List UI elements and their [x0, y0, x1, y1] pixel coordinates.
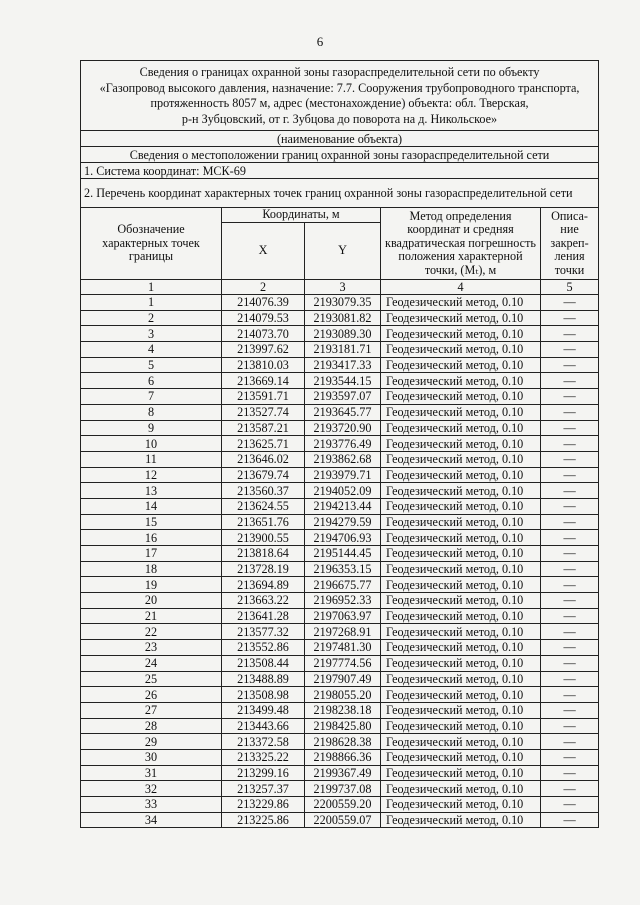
point-id-cell: 5: [81, 357, 222, 373]
table-row: [81, 498, 599, 514]
y-coordinate-cell: 2198238.18: [305, 702, 381, 718]
method-cell: Геодезический метод, 0.10: [381, 671, 541, 687]
method-cell: Геодезический метод, 0.10: [381, 797, 541, 813]
y-coordinate-cell: 2197907.49: [305, 671, 381, 687]
description-cell: —: [541, 781, 599, 797]
column-header-coordinates: Координаты, м: [222, 208, 381, 223]
x-coordinate-cell: 213679.74: [222, 467, 305, 483]
table-row: [81, 797, 599, 813]
method-cell: Геодезический метод, 0.10: [381, 373, 541, 389]
y-coordinate-cell: 2193597.07: [305, 389, 381, 405]
point-id-cell: 8: [81, 404, 222, 420]
x-coordinate-cell: 213646.02: [222, 451, 305, 467]
table-row: [81, 389, 599, 405]
table-row: [81, 467, 599, 483]
table-row: [81, 451, 599, 467]
y-coordinate-cell: 2200559.07: [305, 812, 381, 828]
column-header-y: Y: [305, 223, 381, 280]
description-cell: —: [541, 373, 599, 389]
table-row: [81, 624, 599, 640]
header-line: протяженность 8057 м, адрес (местонахождение) объекта: обл. Тверская,: [150, 96, 529, 110]
column-header-point: Обозначение характерных точек границы: [81, 208, 222, 280]
description-cell: —: [541, 765, 599, 781]
method-cell: Геодезический метод, 0.10: [381, 530, 541, 546]
description-cell: —: [541, 295, 599, 311]
point-id-cell: 31: [81, 765, 222, 781]
x-coordinate-cell: 214076.39: [222, 295, 305, 311]
x-coordinate-cell: 213527.74: [222, 404, 305, 420]
y-coordinate-cell: 2193089.30: [305, 326, 381, 342]
y-coordinate-cell: 2193181.71: [305, 342, 381, 358]
method-cell: Геодезический метод, 0.10: [381, 640, 541, 656]
header-line: «Газопровод высокого давления, назначение: 7.7. Сооружения трубопроводного транспорта,: [99, 80, 580, 95]
y-coordinate-cell: 2193776.49: [305, 436, 381, 452]
table-row: [81, 326, 599, 342]
coordinate-system: 1. Система координат: МСК-69: [81, 163, 599, 179]
point-id-cell: 14: [81, 498, 222, 514]
point-id-cell: 4: [81, 342, 222, 358]
method-cell: Геодезический метод, 0.10: [381, 310, 541, 326]
description-cell: —: [541, 655, 599, 671]
y-coordinate-cell: 2197063.97: [305, 608, 381, 624]
y-coordinate-cell: 2199367.49: [305, 765, 381, 781]
y-coordinate-cell: 2200559.20: [305, 797, 381, 813]
point-id-cell: 9: [81, 420, 222, 436]
column-header-x: X: [222, 223, 305, 280]
column-number: 3: [305, 280, 381, 295]
x-coordinate-cell: 213225.86: [222, 812, 305, 828]
description-cell: —: [541, 530, 599, 546]
description-cell: —: [541, 749, 599, 765]
description-cell: —: [541, 797, 599, 813]
description-cell: —: [541, 718, 599, 734]
method-cell: Геодезический метод, 0.10: [381, 624, 541, 640]
x-coordinate-cell: 213587.21: [222, 420, 305, 436]
x-coordinate-cell: 213299.16: [222, 765, 305, 781]
y-coordinate-cell: 2193862.68: [305, 451, 381, 467]
point-id-cell: 19: [81, 577, 222, 593]
point-id-cell: 7: [81, 389, 222, 405]
point-id-cell: 33: [81, 797, 222, 813]
method-cell: Геодезический метод, 0.10: [381, 702, 541, 718]
method-cell: Геодезический метод, 0.10: [381, 342, 541, 358]
header-line: р-н Зубцовский, от г. Зубцова до поворота на д. Никольское»: [181, 111, 498, 126]
y-coordinate-cell: 2196952.33: [305, 593, 381, 609]
description-cell: —: [541, 326, 599, 342]
description-cell: —: [541, 640, 599, 656]
description-cell: —: [541, 310, 599, 326]
y-coordinate-cell: 2198055.20: [305, 687, 381, 703]
point-id-cell: 21: [81, 608, 222, 624]
table-row: [81, 734, 599, 750]
description-cell: —: [541, 671, 599, 687]
x-coordinate-cell: 213325.22: [222, 749, 305, 765]
y-coordinate-cell: 2194279.59: [305, 514, 381, 530]
point-id-cell: 34: [81, 812, 222, 828]
description-cell: —: [541, 514, 599, 530]
point-id-cell: 13: [81, 483, 222, 499]
x-coordinate-cell: 213641.28: [222, 608, 305, 624]
description-cell: —: [541, 342, 599, 358]
y-coordinate-cell: 2197481.30: [305, 640, 381, 656]
method-cell: Геодезический метод, 0.10: [381, 749, 541, 765]
method-cell: Геодезический метод, 0.10: [381, 295, 541, 311]
point-id-cell: 1: [81, 295, 222, 311]
x-coordinate-cell: 213229.86: [222, 797, 305, 813]
point-id-cell: 29: [81, 734, 222, 750]
column-header-method: Метод определения координат и средняя квадратическая погрешность положения характерной точки, (Mₜ), м: [381, 208, 541, 280]
table-row: [81, 608, 599, 624]
section-title: Сведения о местоположении границ охранной зоны газораспределительной сети: [81, 147, 599, 163]
y-coordinate-cell: 2193417.33: [305, 357, 381, 373]
table-row: [81, 310, 599, 326]
header-line: Сведения о границах охранной зоны газораспределительной сети по объекту: [139, 65, 540, 79]
x-coordinate-cell: 214079.53: [222, 310, 305, 326]
description-cell: —: [541, 812, 599, 828]
x-coordinate-cell: 213257.37: [222, 781, 305, 797]
method-cell: Геодезический метод, 0.10: [381, 781, 541, 797]
table-row: [81, 342, 599, 358]
x-coordinate-cell: 213810.03: [222, 357, 305, 373]
description-cell: —: [541, 451, 599, 467]
point-id-cell: 2: [81, 310, 222, 326]
method-cell: Геодезический метод, 0.10: [381, 483, 541, 499]
method-cell: Геодезический метод, 0.10: [381, 498, 541, 514]
y-coordinate-cell: 2193720.90: [305, 420, 381, 436]
table-row: [81, 295, 599, 311]
y-coordinate-cell: 2195144.45: [305, 546, 381, 562]
point-id-cell: 16: [81, 530, 222, 546]
method-cell: Геодезический метод, 0.10: [381, 404, 541, 420]
column-number: 1: [81, 280, 222, 295]
point-id-cell: 10: [81, 436, 222, 452]
x-coordinate-cell: 213663.22: [222, 593, 305, 609]
column-header-description: Описа-ние закреп-ления точки: [541, 208, 599, 280]
x-coordinate-cell: 213591.71: [222, 389, 305, 405]
y-coordinate-cell: 2193544.15: [305, 373, 381, 389]
table-row: [81, 593, 599, 609]
method-cell: Геодезический метод, 0.10: [381, 655, 541, 671]
y-coordinate-cell: 2198866.36: [305, 749, 381, 765]
description-cell: —: [541, 734, 599, 750]
table-row: [81, 373, 599, 389]
table-row: [81, 436, 599, 452]
table-row: [81, 655, 599, 671]
table-row: [81, 483, 599, 499]
y-coordinate-cell: 2198628.38: [305, 734, 381, 750]
table-row: [81, 671, 599, 687]
description-cell: —: [541, 436, 599, 452]
method-cell: Геодезический метод, 0.10: [381, 812, 541, 828]
description-cell: —: [541, 483, 599, 499]
y-coordinate-cell: 2197774.56: [305, 655, 381, 671]
point-id-cell: 3: [81, 326, 222, 342]
table-row: [81, 749, 599, 765]
y-coordinate-cell: 2193979.71: [305, 467, 381, 483]
point-id-cell: 22: [81, 624, 222, 640]
description-cell: —: [541, 420, 599, 436]
description-cell: —: [541, 389, 599, 405]
x-coordinate-cell: 213997.62: [222, 342, 305, 358]
description-cell: —: [541, 577, 599, 593]
column-number: 4: [381, 280, 541, 295]
x-coordinate-cell: 213552.86: [222, 640, 305, 656]
description-cell: —: [541, 608, 599, 624]
method-cell: Геодезический метод, 0.10: [381, 687, 541, 703]
point-id-cell: 15: [81, 514, 222, 530]
x-coordinate-cell: 213669.14: [222, 373, 305, 389]
description-cell: —: [541, 561, 599, 577]
page-number: 6: [316, 34, 324, 49]
method-cell: Геодезический метод, 0.10: [381, 389, 541, 405]
list-title: 2. Перечень координат характерных точек границ охранной зоны газораспределительной сети: [81, 179, 599, 208]
table-row: [81, 687, 599, 703]
table-row: [81, 530, 599, 546]
method-cell: Геодезический метод, 0.10: [381, 420, 541, 436]
x-coordinate-cell: 214073.70: [222, 326, 305, 342]
table-row: [81, 718, 599, 734]
x-coordinate-cell: 213372.58: [222, 734, 305, 750]
x-coordinate-cell: 213443.66: [222, 718, 305, 734]
x-coordinate-cell: 213728.19: [222, 561, 305, 577]
method-cell: Геодезический метод, 0.10: [381, 593, 541, 609]
description-cell: —: [541, 593, 599, 609]
table-row: [81, 546, 599, 562]
description-cell: —: [541, 498, 599, 514]
document-header: [81, 61, 599, 131]
point-id-cell: 27: [81, 702, 222, 718]
method-cell: Геодезический метод, 0.10: [381, 608, 541, 624]
point-id-cell: 20: [81, 593, 222, 609]
y-coordinate-cell: 2196353.15: [305, 561, 381, 577]
x-coordinate-cell: 213900.55: [222, 530, 305, 546]
x-coordinate-cell: 213499.48: [222, 702, 305, 718]
y-coordinate-cell: 2194706.93: [305, 530, 381, 546]
method-cell: Геодезический метод, 0.10: [381, 734, 541, 750]
table-row: [81, 577, 599, 593]
x-coordinate-cell: 213625.71: [222, 436, 305, 452]
description-cell: —: [541, 702, 599, 718]
description-cell: —: [541, 624, 599, 640]
table-row: [81, 765, 599, 781]
y-coordinate-cell: 2194052.09: [305, 483, 381, 499]
x-coordinate-cell: 213508.44: [222, 655, 305, 671]
y-coordinate-cell: 2193081.82: [305, 310, 381, 326]
method-cell: Геодезический метод, 0.10: [381, 718, 541, 734]
point-id-cell: 26: [81, 687, 222, 703]
description-cell: —: [541, 467, 599, 483]
table-row: [81, 561, 599, 577]
method-cell: Геодезический метод, 0.10: [381, 467, 541, 483]
point-id-cell: 6: [81, 373, 222, 389]
description-cell: —: [541, 404, 599, 420]
description-cell: —: [541, 357, 599, 373]
y-coordinate-cell: 2198425.80: [305, 718, 381, 734]
point-id-cell: 18: [81, 561, 222, 577]
x-coordinate-cell: 213624.55: [222, 498, 305, 514]
method-cell: Геодезический метод, 0.10: [381, 357, 541, 373]
table-row: [81, 781, 599, 797]
table-row: [81, 420, 599, 436]
table-row: [81, 640, 599, 656]
column-number: 2: [222, 280, 305, 295]
method-cell: Геодезический метод, 0.10: [381, 451, 541, 467]
boundary-coordinates-table: [80, 60, 599, 828]
table-row: [81, 357, 599, 373]
point-id-cell: 23: [81, 640, 222, 656]
method-cell: Геодезический метод, 0.10: [381, 514, 541, 530]
x-coordinate-cell: 213694.89: [222, 577, 305, 593]
method-cell: Геодезический метод, 0.10: [381, 561, 541, 577]
table-row: [81, 702, 599, 718]
y-coordinate-cell: 2193645.77: [305, 404, 381, 420]
y-coordinate-cell: 2196675.77: [305, 577, 381, 593]
point-id-cell: 17: [81, 546, 222, 562]
y-coordinate-cell: 2199737.08: [305, 781, 381, 797]
point-id-cell: 12: [81, 467, 222, 483]
point-id-cell: 11: [81, 451, 222, 467]
point-id-cell: 24: [81, 655, 222, 671]
x-coordinate-cell: 213651.76: [222, 514, 305, 530]
method-cell: Геодезический метод, 0.10: [381, 436, 541, 452]
table-row: [81, 404, 599, 420]
x-coordinate-cell: 213577.32: [222, 624, 305, 640]
description-cell: —: [541, 546, 599, 562]
description-cell: —: [541, 687, 599, 703]
method-cell: Геодезический метод, 0.10: [381, 326, 541, 342]
method-cell: Геодезический метод, 0.10: [381, 546, 541, 562]
point-id-cell: 30: [81, 749, 222, 765]
table-row: [81, 812, 599, 828]
x-coordinate-cell: 213560.37: [222, 483, 305, 499]
object-name-caption: (наименование объекта): [81, 131, 599, 147]
point-id-cell: 25: [81, 671, 222, 687]
point-id-cell: 32: [81, 781, 222, 797]
y-coordinate-cell: 2197268.91: [305, 624, 381, 640]
x-coordinate-cell: 213508.98: [222, 687, 305, 703]
method-cell: Геодезический метод, 0.10: [381, 765, 541, 781]
column-number-row: [81, 280, 599, 295]
x-coordinate-cell: 213488.89: [222, 671, 305, 687]
y-coordinate-cell: 2194213.44: [305, 498, 381, 514]
point-id-cell: 28: [81, 718, 222, 734]
x-coordinate-cell: 213818.64: [222, 546, 305, 562]
method-cell: Геодезический метод, 0.10: [381, 577, 541, 593]
y-coordinate-cell: 2193079.35: [305, 295, 381, 311]
table-row: [81, 514, 599, 530]
column-number: 5: [541, 280, 599, 295]
